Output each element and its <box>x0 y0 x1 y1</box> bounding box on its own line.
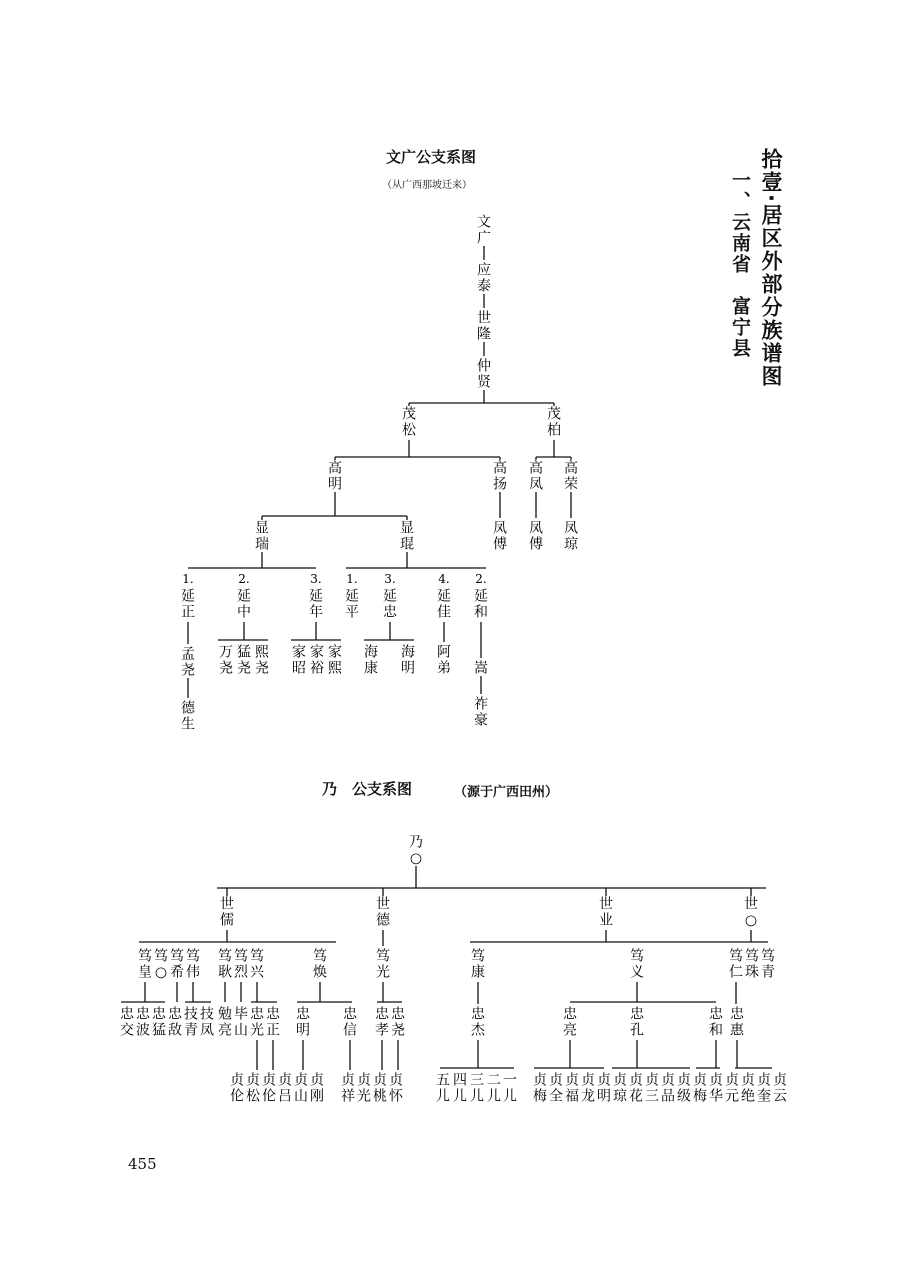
person-name: 贞 <box>533 1072 547 1089</box>
person-name: 中 <box>237 604 251 621</box>
person-name: 儿 <box>503 1088 517 1105</box>
person-name: 笃 <box>234 948 248 965</box>
person-name: 笃 <box>170 948 184 965</box>
person-name: 惠 <box>730 1022 744 1039</box>
person-name: 山 <box>294 1088 308 1105</box>
person-name: 康 <box>471 964 485 981</box>
person-name: 贞 <box>246 1072 260 1089</box>
person-name: 尧 <box>255 660 269 677</box>
person-name: 瑞 <box>255 536 269 553</box>
person-name: 贞 <box>357 1072 371 1089</box>
person-name: 康 <box>364 660 378 677</box>
person-name: 明 <box>597 1088 611 1105</box>
person-name: 生 <box>181 716 195 733</box>
person-name: 孔 <box>630 1022 644 1039</box>
person-name: 福 <box>565 1088 579 1105</box>
birth-order-label: 2. <box>238 572 250 586</box>
person-name: 梅 <box>533 1088 547 1105</box>
person-name: 贞 <box>741 1072 755 1089</box>
person-name: 光 <box>357 1088 371 1105</box>
person-name: 怀 <box>389 1088 403 1105</box>
person-name: 忠 <box>250 1006 264 1023</box>
person-name: 弟 <box>437 660 451 677</box>
person-name: 忠 <box>375 1006 389 1023</box>
person-name: 杰 <box>471 1022 485 1039</box>
person-name: 显 <box>255 520 269 537</box>
person-name: 云 <box>773 1088 787 1105</box>
person-name: 刚 <box>310 1088 324 1105</box>
person-name: 世 <box>744 896 758 913</box>
person-name: 泰 <box>477 278 491 295</box>
person-name: 尧 <box>181 662 195 679</box>
person-name: 高 <box>328 460 342 477</box>
person-name: 勉 <box>218 1006 232 1023</box>
person-name: 五 <box>436 1072 450 1089</box>
person-name: 笃 <box>218 948 232 965</box>
person-name: 耿 <box>218 964 232 981</box>
person-name: 烈 <box>234 964 248 981</box>
person-name: 高 <box>564 460 578 477</box>
person-name: 忠 <box>296 1006 310 1023</box>
person-name: 仲 <box>477 358 491 375</box>
person-name: 笃 <box>154 948 168 965</box>
person-name: 海 <box>401 644 415 661</box>
person-name: 敌 <box>168 1022 182 1039</box>
person-name: 二 <box>487 1072 501 1089</box>
person-name: 祚 <box>474 696 488 713</box>
person-name: 和 <box>709 1022 723 1039</box>
person-name: 乃 <box>409 834 423 851</box>
person-name: 延 <box>309 588 323 605</box>
person-name: 龙 <box>581 1088 595 1105</box>
person-name: 伦 <box>230 1088 244 1105</box>
person-name: 笃 <box>630 948 644 965</box>
person-name: 级 <box>677 1088 691 1105</box>
person-name: 贞 <box>262 1072 276 1089</box>
person-name: 高 <box>493 460 507 477</box>
person-name: 松 <box>246 1088 260 1105</box>
chart2-title: 乃 公支系图 <box>322 780 413 798</box>
person-name: 显 <box>400 520 414 537</box>
person-name: 亮 <box>218 1022 232 1039</box>
person-name: 华 <box>709 1088 723 1105</box>
person-name: 贞 <box>389 1072 403 1089</box>
person-name: 隆 <box>477 326 491 343</box>
person-name: 全 <box>549 1088 563 1105</box>
chart1-title: 文广公支系图 <box>386 148 477 166</box>
person-name: 贞 <box>230 1072 244 1089</box>
chart1-subtitle: （从广西那坡迁来） <box>382 180 472 191</box>
person-name: 延 <box>345 588 359 605</box>
person-name: 忠 <box>730 1006 744 1023</box>
person-name: 尧 <box>237 660 251 677</box>
person-name: 品 <box>661 1088 675 1105</box>
page-number: 455 <box>128 1155 157 1173</box>
person-name: 正 <box>266 1022 280 1039</box>
person-name: 希 <box>170 964 184 981</box>
person-name: 笃 <box>761 948 775 965</box>
person-name: 贞 <box>661 1072 675 1089</box>
person-name: 珠 <box>745 964 759 981</box>
person-name: 佳 <box>437 604 451 621</box>
person-name: 凤 <box>529 476 543 493</box>
person-name: 琨 <box>400 536 414 553</box>
person-name: 昭 <box>292 660 306 677</box>
person-name: 熙 <box>328 660 342 677</box>
person-name: 猛 <box>237 644 251 661</box>
person-name: 豪 <box>474 712 488 729</box>
person-name: 笃 <box>250 948 264 965</box>
person-name: 忠 <box>630 1006 644 1023</box>
person-name: 贞 <box>565 1072 579 1089</box>
person-name: 贞 <box>294 1072 308 1089</box>
section-title: 拾壹·居区外部分族谱图 <box>759 148 783 388</box>
person-name: 万 <box>219 644 233 661</box>
person-name: 茂 <box>402 406 416 423</box>
person-name: 应 <box>477 262 491 279</box>
person-name: 三 <box>470 1072 484 1089</box>
person-name: 琼 <box>564 536 578 553</box>
person-name: 信 <box>343 1022 357 1039</box>
person-name: ○ <box>744 912 758 929</box>
person-name: 熙 <box>255 644 269 661</box>
person-name: 世 <box>477 310 491 327</box>
person-name: 忠 <box>709 1006 723 1023</box>
person-name: 贞 <box>709 1072 723 1089</box>
person-name: 梅 <box>693 1088 707 1105</box>
person-name: 忠 <box>563 1006 577 1023</box>
person-name: 尧 <box>391 1022 405 1039</box>
birth-order-label: 1. <box>346 572 358 586</box>
person-name: 延 <box>383 588 397 605</box>
person-name: 凤 <box>200 1022 214 1039</box>
person-name: 尧 <box>219 660 233 677</box>
person-name: 贞 <box>341 1072 355 1089</box>
person-name: 傅 <box>493 536 507 553</box>
person-name: 明 <box>401 660 415 677</box>
person-name: 笃 <box>745 948 759 965</box>
person-name: 和 <box>474 604 488 621</box>
person-name: 贞 <box>773 1072 787 1089</box>
person-name: 忠 <box>168 1006 182 1023</box>
person-name: 家 <box>328 644 342 661</box>
person-name: 伟 <box>186 964 200 981</box>
person-name: 儿 <box>487 1088 501 1105</box>
birth-order-label: 3. <box>310 572 322 586</box>
person-name: ○ <box>409 850 423 867</box>
person-name: 延 <box>474 588 488 605</box>
person-name: 明 <box>296 1022 310 1039</box>
person-name: 儿 <box>470 1088 484 1105</box>
person-name: 猛 <box>152 1022 166 1039</box>
person-name: 兴 <box>250 964 264 981</box>
person-name: 延 <box>237 588 251 605</box>
person-name: 贞 <box>693 1072 707 1089</box>
person-name: 凤 <box>529 520 543 537</box>
person-name: 儿 <box>436 1088 450 1105</box>
person-name: ○ <box>154 964 168 981</box>
person-name: 阿 <box>437 644 451 661</box>
person-name: 傅 <box>529 536 543 553</box>
person-name: 松 <box>402 422 416 439</box>
section-subtitle: 一、云南省 富宁县 <box>729 170 751 359</box>
person-name: 忠 <box>136 1006 150 1023</box>
person-name: 技 <box>200 1006 214 1023</box>
person-name: 贞 <box>597 1072 611 1089</box>
person-name: 贞 <box>757 1072 771 1089</box>
person-name: 凤 <box>564 520 578 537</box>
person-name: 儒 <box>220 912 234 929</box>
person-name: 忠 <box>471 1006 485 1023</box>
person-name: 伦 <box>262 1088 276 1105</box>
chart2-subtitle: （源于广西田州） <box>454 785 559 800</box>
person-name: 三 <box>645 1088 659 1105</box>
birth-order-label: 3. <box>384 572 396 586</box>
person-name: 孟 <box>181 646 195 663</box>
person-name: 荣 <box>564 476 578 493</box>
person-name: 业 <box>599 912 613 929</box>
person-name: 亮 <box>563 1022 577 1039</box>
person-name: 贞 <box>725 1072 739 1089</box>
person-name: 山 <box>234 1022 248 1039</box>
person-name: 裕 <box>310 660 324 677</box>
person-name: 贞 <box>310 1072 324 1089</box>
person-name: 元 <box>725 1088 739 1105</box>
person-name: 延 <box>181 588 195 605</box>
person-name: 贞 <box>613 1072 627 1089</box>
person-name: 波 <box>136 1022 150 1039</box>
person-name: 明 <box>328 476 342 493</box>
person-name: 文 <box>477 214 491 231</box>
person-name: 年 <box>309 604 323 621</box>
person-name: 绝 <box>741 1088 755 1105</box>
person-name: 笃 <box>313 948 327 965</box>
person-name: 花 <box>629 1088 643 1105</box>
person-name: 贞 <box>677 1072 691 1089</box>
birth-order-label: 1. <box>182 572 194 586</box>
person-name: 技 <box>184 1006 198 1023</box>
person-name: 世 <box>376 896 390 913</box>
birth-order-label: 4. <box>438 572 450 586</box>
person-name: 仁 <box>729 964 743 981</box>
person-name: 扬 <box>493 476 507 493</box>
person-name: 贞 <box>629 1072 643 1089</box>
person-name: 笃 <box>729 948 743 965</box>
person-name: 延 <box>437 588 451 605</box>
person-name: 德 <box>376 912 390 929</box>
person-name: 高 <box>529 460 543 477</box>
person-name: 桃 <box>373 1088 387 1105</box>
person-name: 德 <box>181 700 195 717</box>
person-name: 青 <box>184 1022 198 1039</box>
person-name: 忠 <box>383 604 397 621</box>
person-name: 海 <box>364 644 378 661</box>
person-name: 凤 <box>493 520 507 537</box>
person-name: 世 <box>220 896 234 913</box>
person-name: 义 <box>630 964 644 981</box>
person-name: 笃 <box>376 948 390 965</box>
person-name: 忠 <box>391 1006 405 1023</box>
person-name: 光 <box>376 964 390 981</box>
birth-order-label: 2. <box>475 572 487 586</box>
person-name: 儿 <box>453 1088 467 1105</box>
person-name: 琼 <box>613 1088 627 1105</box>
person-name: 贞 <box>581 1072 595 1089</box>
person-name: 贞 <box>549 1072 563 1089</box>
person-name: 贞 <box>278 1072 292 1089</box>
person-name: 皇 <box>138 964 152 981</box>
person-name: 孝 <box>375 1022 389 1039</box>
person-name: 茂 <box>547 406 561 423</box>
person-name: 广 <box>477 230 491 247</box>
person-name: 家 <box>310 644 324 661</box>
person-name: 家 <box>292 644 306 661</box>
person-name: 柏 <box>547 422 561 439</box>
person-name: 毕 <box>234 1006 248 1023</box>
person-name: 笃 <box>471 948 485 965</box>
person-name: 忠 <box>152 1006 166 1023</box>
person-name: 正 <box>181 604 195 621</box>
person-name: 世 <box>599 896 613 913</box>
person-name: 青 <box>761 964 775 981</box>
person-name: 笃 <box>186 948 200 965</box>
person-name: 祥 <box>341 1088 355 1105</box>
person-name: 平 <box>345 604 359 621</box>
person-name: 贤 <box>477 374 491 391</box>
person-name: 忠 <box>343 1006 357 1023</box>
person-name: 贞 <box>373 1072 387 1089</box>
person-name: 四 <box>453 1072 467 1089</box>
person-name: 贞 <box>645 1072 659 1089</box>
person-name: 嵩 <box>474 660 488 677</box>
person-name: 忠 <box>120 1006 134 1023</box>
person-name: 光 <box>250 1022 264 1039</box>
person-name: 奎 <box>757 1088 771 1105</box>
person-name: 忠 <box>266 1006 280 1023</box>
person-name: 交 <box>120 1022 134 1039</box>
person-name: 一 <box>503 1072 517 1089</box>
person-name: 吕 <box>278 1088 292 1105</box>
person-name: 笃 <box>138 948 152 965</box>
person-name: 焕 <box>313 964 327 981</box>
